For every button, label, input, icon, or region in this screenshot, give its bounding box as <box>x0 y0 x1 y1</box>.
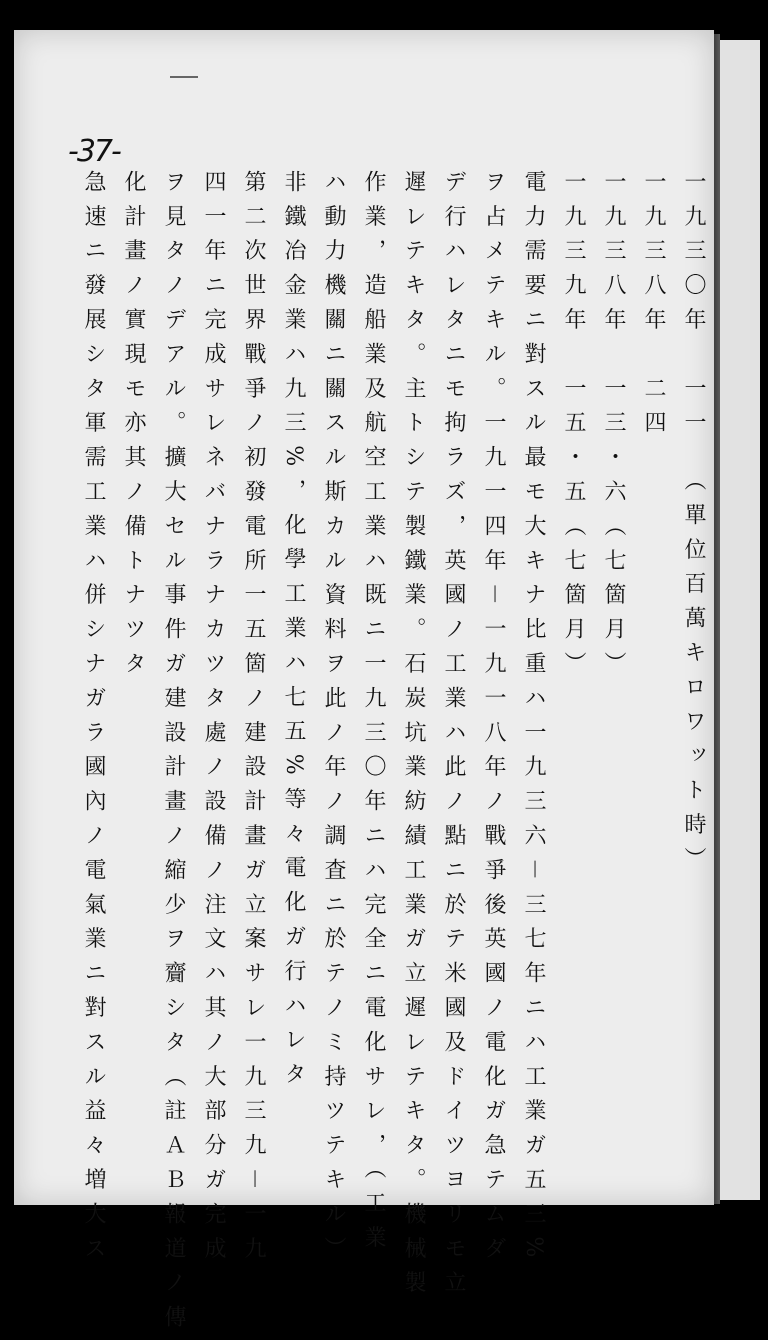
top-rule-mark <box>170 76 198 78</box>
text-column: 電力需要ニ對スル最モ大キナ比重ハ一九三六－三七年ニハ工業ガ五三% <box>521 170 546 1270</box>
text-column: 化計畫ノ實現モ亦其ノ備トナツタ <box>121 170 146 686</box>
text-column: 一九三〇年 一一 （單位百萬キロワット時） <box>681 170 706 882</box>
text-column: 非鐵冶金業ハ九三%，化學工業ハ七五%等々電化ガ行ハレタ <box>281 170 306 1097</box>
page-number: -37- <box>68 134 120 169</box>
text-column: デ行ハレタニモ拘ラズ，英國ノ工業ハ此ノ點ニ於テ米國及ドイツヨリモ立 <box>441 170 466 1306</box>
text-column: 一九三九年 一五・五（七箇月） <box>561 170 586 686</box>
adjacent-page-edge <box>720 40 760 1200</box>
text-column: ヲ占メテキル。一九一四年－一九一八年ノ戰爭後英國ノ電化ガ急テムダ <box>481 170 506 1271</box>
text-column: 一九三八年 一三・六（七箇月） <box>601 170 626 686</box>
text-column: 遲レテキタ。主トシテ製鐵業。石炭坑業紡績工業ガ立遲レテキタ。機械製 <box>401 170 426 1306</box>
text-column: 四一年ニ完成サレネバナラナカツタ處ノ設備ノ注文ハ其ノ大部分ガ完成 <box>201 170 226 1271</box>
text-column: 作業，造船業及航空工業ハ既ニ一九三〇年ニハ完全ニ電化サレ，（工業 <box>361 170 386 1260</box>
text-column: 第二次世界戰爭ノ初發電所一五箇ノ建設計畫ガ立案サレ一九三九－一九 <box>241 170 266 1271</box>
text-column: 急速ニ發展シタ軍需工業ハ併シナガラ國內ノ電氣業ニ對スル益々増大ス <box>81 170 106 1271</box>
text-column: ヲ見タノデアル。擴大セル事件ガ建設計畫ノ縮少ヲ齎シタ（註ＡＢ報道ノ傳 <box>161 170 186 1340</box>
vertical-text-body <box>74 170 712 1340</box>
text-column: ハ動力機關ニ關スル斯カル資料ヲ此ノ年ノ調査ニ於テノミ持ツテキル） <box>321 170 346 1271</box>
text-column: 一九三八年 二四 <box>641 170 666 446</box>
